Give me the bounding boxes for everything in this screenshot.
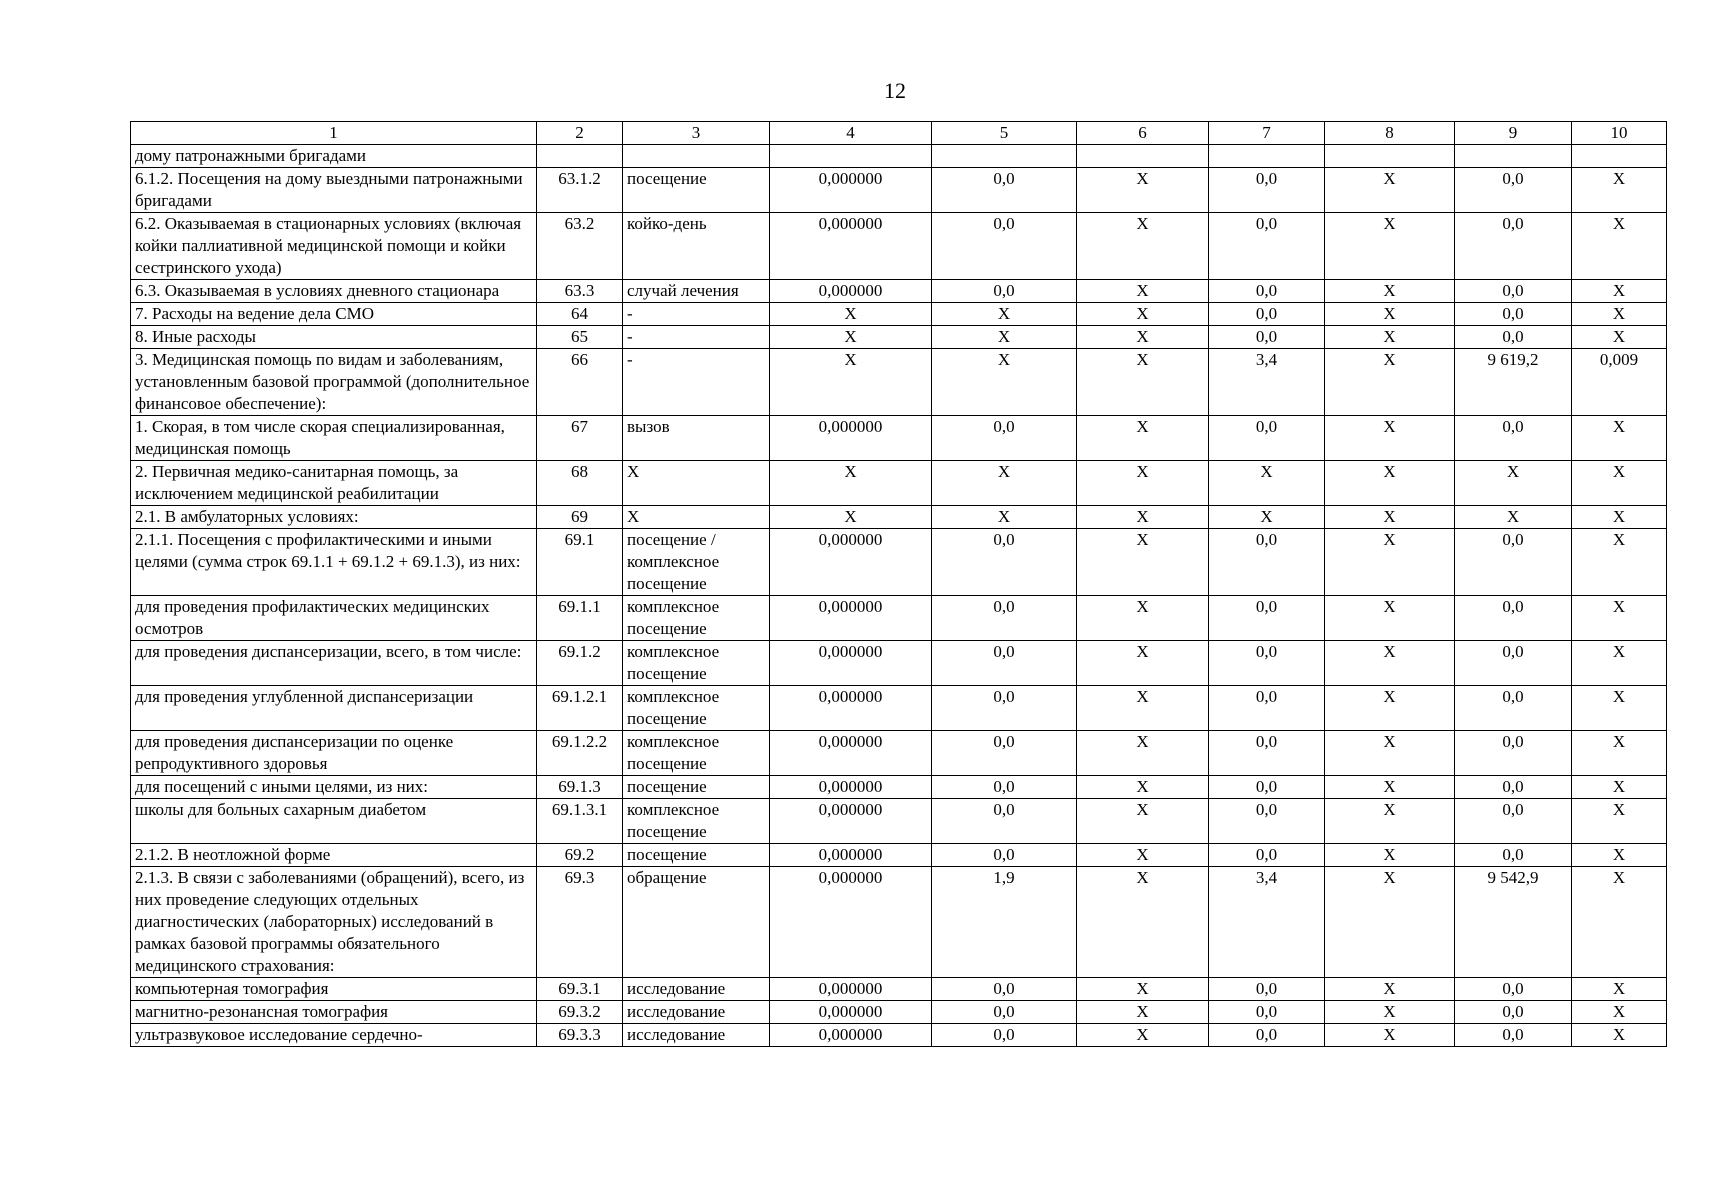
table-row — [131, 799, 1667, 844]
table-cell: X — [770, 506, 932, 529]
table-cell: 6.3. Оказываемая в условиях дневного стационара — [131, 280, 537, 303]
table-cell: случай лечения — [623, 280, 770, 303]
table-cell: X — [1077, 844, 1209, 867]
table-row — [131, 326, 1667, 349]
table-cell: 0,0 — [1455, 529, 1572, 596]
table-cell: 69 — [537, 506, 623, 529]
table-cell: X — [1572, 776, 1667, 799]
table-row — [131, 641, 1667, 686]
table-cell: X — [1077, 596, 1209, 641]
table-cell: 0,0 — [1455, 280, 1572, 303]
table-cell: 0,0 — [1209, 978, 1325, 1001]
table-cell: 0,0 — [1209, 844, 1325, 867]
table-cell: 0,0 — [1209, 213, 1325, 280]
table-cell: X — [1325, 686, 1455, 731]
table-cell: X — [1572, 799, 1667, 844]
table-cell: 9 542,9 — [1455, 867, 1572, 978]
table-cell: 3,4 — [1209, 867, 1325, 978]
table-cell: 0,000000 — [770, 596, 932, 641]
table-cell: 1. Скорая, в том числе скорая специализированная, медицинская помощь — [131, 416, 537, 461]
table-cell: X — [1077, 280, 1209, 303]
table-cell: 0,000000 — [770, 867, 932, 978]
table-row — [131, 416, 1667, 461]
table-cell: X — [1572, 326, 1667, 349]
table-cell: X — [1572, 280, 1667, 303]
table-cell: X — [1572, 213, 1667, 280]
table-cell: X — [1572, 978, 1667, 1001]
table-cell: обращение — [623, 867, 770, 978]
table-cell: 69.1.2 — [537, 641, 623, 686]
column-header: 9 — [1455, 122, 1572, 145]
table-cell: комплексное посещение — [623, 799, 770, 844]
table-cell: X — [1077, 303, 1209, 326]
table-cell: X — [1325, 641, 1455, 686]
table-cell: 0,0 — [1209, 1001, 1325, 1024]
table-cell: дому патронажными бригадами — [131, 145, 537, 168]
table-cell: 0,0 — [932, 596, 1077, 641]
table-cell: 3. Медицинская помощь по видам и заболеваниям, установленным базовой программой (дополнительное финансовое обеспечение): — [131, 349, 537, 416]
table-cell: 0,0 — [932, 978, 1077, 1001]
table-cell: 65 — [537, 326, 623, 349]
table-cell: 64 — [537, 303, 623, 326]
table-cell: 0,0 — [1455, 1024, 1572, 1047]
table-row — [131, 596, 1667, 641]
table-cell: компьютерная томография — [131, 978, 537, 1001]
table-cell: - — [623, 326, 770, 349]
table-cell: 69.3 — [537, 867, 623, 978]
table-cell: 6.2. Оказываемая в стационарных условиях (включая койки паллиативной медицинской помощи и койки сестринского ухода) — [131, 213, 537, 280]
table-cell: 0,0 — [1209, 326, 1325, 349]
table-cell: 0,000000 — [770, 978, 932, 1001]
table-row — [131, 978, 1667, 1001]
table-row — [131, 168, 1667, 213]
table-cell: 69.3.2 — [537, 1001, 623, 1024]
table-cell: 0,0 — [1455, 326, 1572, 349]
table-cell: X — [1325, 461, 1455, 506]
table-cell: X — [1077, 349, 1209, 416]
table-cell: 0,0 — [932, 280, 1077, 303]
table-cell: 8. Иные расходы — [131, 326, 537, 349]
table-cell: X — [1325, 776, 1455, 799]
table-cell: X — [932, 461, 1077, 506]
table-cell: 0,0 — [932, 799, 1077, 844]
table-row — [131, 867, 1667, 978]
table-cell: X — [1325, 799, 1455, 844]
table-cell: X — [1572, 1024, 1667, 1047]
page-number: 12 — [884, 78, 906, 103]
table-cell — [537, 145, 623, 168]
table-cell: X — [1325, 731, 1455, 776]
table-cell: 0,000000 — [770, 168, 932, 213]
table-cell: X — [1077, 461, 1209, 506]
table-cell: 0,0 — [1455, 303, 1572, 326]
table-cell: 1,9 — [932, 867, 1077, 978]
table-cell: X — [932, 326, 1077, 349]
table-cell: 0,0 — [932, 416, 1077, 461]
table-row — [131, 349, 1667, 416]
table-cell: X — [1325, 280, 1455, 303]
table-cell: 0,000000 — [770, 280, 932, 303]
column-header: 5 — [932, 122, 1077, 145]
table-cell: X — [1325, 303, 1455, 326]
table-cell: 0,0 — [1455, 686, 1572, 731]
table-cell: 0,0 — [932, 731, 1077, 776]
table-cell: посещение — [623, 776, 770, 799]
table-cell: X — [1325, 213, 1455, 280]
column-header: 6 — [1077, 122, 1209, 145]
table-cell: X — [1572, 1001, 1667, 1024]
table-cell: 9 619,2 — [1455, 349, 1572, 416]
table-cell: X — [1572, 529, 1667, 596]
table-cell: 0,000000 — [770, 213, 932, 280]
column-header: 3 — [623, 122, 770, 145]
table-cell: X — [1077, 867, 1209, 978]
table-cell: 0,0 — [1455, 416, 1572, 461]
table-cell: X — [1572, 641, 1667, 686]
column-header: 8 — [1325, 122, 1455, 145]
column-header: 4 — [770, 122, 932, 145]
table-cell: 67 — [537, 416, 623, 461]
table-cell: X — [1077, 641, 1209, 686]
table-cell: посещение — [623, 844, 770, 867]
table-cell: 7. Расходы на ведение дела СМО — [131, 303, 537, 326]
table-cell: 2.1.3. В связи с заболеваниями (обращений), всего, из них проведение следующих отдельных диагностических (лабораторных) исследований в рамках базовой программы обязательного медицинского страхования: — [131, 867, 537, 978]
table-cell: 0,0 — [932, 641, 1077, 686]
table-cell: 0,000000 — [770, 641, 932, 686]
table-cell: X — [1077, 731, 1209, 776]
table-cell: 0,0 — [1209, 416, 1325, 461]
table-cell: 0,0 — [1209, 731, 1325, 776]
table-cell: X — [1572, 303, 1667, 326]
table-cell: X — [1325, 416, 1455, 461]
table-cell: X — [1077, 978, 1209, 1001]
table-cell: 0,0 — [1209, 168, 1325, 213]
table-cell: X — [770, 303, 932, 326]
table-row — [131, 506, 1667, 529]
table-cell: X — [1572, 596, 1667, 641]
table-cell: X — [1325, 596, 1455, 641]
table-cell: 0,0 — [932, 168, 1077, 213]
table-cell: 0,000000 — [770, 529, 932, 596]
table-cell: X — [1572, 844, 1667, 867]
table-cell: 0,0 — [1455, 731, 1572, 776]
table-cell: X — [770, 349, 932, 416]
table-cell: 66 — [537, 349, 623, 416]
table-cell: 0,0 — [1455, 776, 1572, 799]
table-cell: X — [623, 506, 770, 529]
table-row — [131, 776, 1667, 799]
table-cell: исследование — [623, 978, 770, 1001]
table-cell: X — [1325, 506, 1455, 529]
table-cell — [1325, 145, 1455, 168]
table-cell: X — [1455, 506, 1572, 529]
table-cell: 0,0 — [1209, 1024, 1325, 1047]
table-cell: 0,0 — [1209, 776, 1325, 799]
table-row — [131, 280, 1667, 303]
table-cell: 0,0 — [1209, 280, 1325, 303]
table-cell: 0,009 — [1572, 349, 1667, 416]
table-cell: для посещений с иными целями, из них: — [131, 776, 537, 799]
table-cell: X — [1572, 168, 1667, 213]
table-cell: 0,0 — [1209, 596, 1325, 641]
table-cell: X — [623, 461, 770, 506]
table-cell: 0,0 — [1455, 799, 1572, 844]
table-cell — [1077, 145, 1209, 168]
table-cell: 2.1.2. В неотложной форме — [131, 844, 537, 867]
table-row — [131, 145, 1667, 168]
table-cell: для проведения углубленной диспансеризации — [131, 686, 537, 731]
table-cell: X — [770, 461, 932, 506]
table-cell: X — [1325, 844, 1455, 867]
table-cell: 69.3.1 — [537, 978, 623, 1001]
table-cell: 0,0 — [932, 1024, 1077, 1047]
table-cell: 69.1.3.1 — [537, 799, 623, 844]
table-cell: X — [1077, 326, 1209, 349]
table-row — [131, 213, 1667, 280]
table-cell: X — [1325, 529, 1455, 596]
table-cell: 63.1.2 — [537, 168, 623, 213]
table-row — [131, 303, 1667, 326]
table-cell: ультразвуковое исследование сердечно- — [131, 1024, 537, 1047]
table-cell: 0,000000 — [770, 731, 932, 776]
table-cell: X — [1572, 416, 1667, 461]
table-cell: посещение — [623, 168, 770, 213]
table-cell: комплексное посещение — [623, 686, 770, 731]
column-header: 7 — [1209, 122, 1325, 145]
table-cell: 0,0 — [1209, 303, 1325, 326]
table-cell: для проведения профилактических медицинских осмотров — [131, 596, 537, 641]
table-cell: 0,0 — [1455, 641, 1572, 686]
table-row — [131, 731, 1667, 776]
table-cell: 2.1.1. Посещения с профилактическими и иными целями (сумма строк 69.1.1 + 69.1.2 + 69.1.3), из них: — [131, 529, 537, 596]
table-cell: 2.1. В амбулаторных условиях: — [131, 506, 537, 529]
table-cell: койко-день — [623, 213, 770, 280]
table-cell: 69.1.2.2 — [537, 731, 623, 776]
table-cell: X — [1572, 731, 1667, 776]
table-cell: 0,0 — [1209, 529, 1325, 596]
table-cell — [932, 145, 1077, 168]
table-cell: комплексное посещение — [623, 596, 770, 641]
table-cell: 0,000000 — [770, 1001, 932, 1024]
table-row — [131, 686, 1667, 731]
table-cell: 69.1.1 — [537, 596, 623, 641]
table-cell: - — [623, 303, 770, 326]
table-cell: 0,000000 — [770, 799, 932, 844]
table-cell — [1209, 145, 1325, 168]
table-cell: 6.1.2. Посещения на дому выездными патронажными бригадами — [131, 168, 537, 213]
table-cell: X — [1572, 506, 1667, 529]
column-header: 2 — [537, 122, 623, 145]
table-cell: X — [770, 326, 932, 349]
table-cell: 0,0 — [1455, 168, 1572, 213]
table-cell: X — [932, 506, 1077, 529]
table-row — [131, 844, 1667, 867]
table-cell: 69.2 — [537, 844, 623, 867]
table-cell: X — [1077, 686, 1209, 731]
table-row — [131, 461, 1667, 506]
table-cell: 2. Первичная медико-санитарная помощь, за исключением медицинской реабилитации — [131, 461, 537, 506]
table-cell: X — [932, 349, 1077, 416]
table-cell: 0,000000 — [770, 686, 932, 731]
table-cell: X — [1077, 416, 1209, 461]
table-cell: 69.1.2.1 — [537, 686, 623, 731]
table-cell: 0,0 — [1209, 799, 1325, 844]
table-cell: комплексное посещение — [623, 731, 770, 776]
table-cell: X — [1325, 1001, 1455, 1024]
table-cell: 0,0 — [932, 1001, 1077, 1024]
table-cell: комплексное посещение — [623, 641, 770, 686]
table-cell: X — [1209, 461, 1325, 506]
table-cell: 68 — [537, 461, 623, 506]
table-cell: X — [932, 303, 1077, 326]
table-header-row — [131, 122, 1667, 145]
table-cell — [1455, 145, 1572, 168]
table-cell: 0,0 — [932, 529, 1077, 596]
table-cell: 0,0 — [1455, 978, 1572, 1001]
table-cell: 0,000000 — [770, 844, 932, 867]
table-cell: X — [1077, 529, 1209, 596]
table-cell: X — [1077, 168, 1209, 213]
table-cell: 0,0 — [1455, 596, 1572, 641]
table-cell: 0,0 — [932, 213, 1077, 280]
table-cell: 3,4 — [1209, 349, 1325, 416]
table-cell: школы для больных сахарным диабетом — [131, 799, 537, 844]
table-cell: 0,0 — [1209, 686, 1325, 731]
table-cell: для проведения диспансеризации, всего, в том числе: — [131, 641, 537, 686]
table-cell: X — [1325, 168, 1455, 213]
table-cell: X — [1077, 1001, 1209, 1024]
table-cell: 0,0 — [932, 686, 1077, 731]
table-cell — [623, 145, 770, 168]
table-cell: X — [1325, 978, 1455, 1001]
table-cell: 69.1.3 — [537, 776, 623, 799]
table-cell: для проведения диспансеризации по оценке репродуктивного здоровья — [131, 731, 537, 776]
table-cell: 0,0 — [1209, 641, 1325, 686]
column-header: 1 — [131, 122, 537, 145]
table-cell: 0,0 — [1455, 1001, 1572, 1024]
table-cell: 0,000000 — [770, 776, 932, 799]
table-cell: X — [1572, 686, 1667, 731]
table-cell: X — [1077, 776, 1209, 799]
table-cell: X — [1455, 461, 1572, 506]
table-cell: X — [1325, 349, 1455, 416]
table-cell: X — [1077, 506, 1209, 529]
column-header: 10 — [1572, 122, 1667, 145]
table-cell: 0,0 — [932, 776, 1077, 799]
table-cell: X — [1077, 799, 1209, 844]
table-row — [131, 1024, 1667, 1047]
table-cell: 0,0 — [932, 844, 1077, 867]
table-cell: X — [1572, 461, 1667, 506]
table-cell: X — [1077, 213, 1209, 280]
table-cell: 0,0 — [1455, 213, 1572, 280]
table-cell: 63.2 — [537, 213, 623, 280]
table-cell: X — [1325, 867, 1455, 978]
table-cell: X — [1572, 867, 1667, 978]
table-cell: исследование — [623, 1001, 770, 1024]
table-cell: 63.3 — [537, 280, 623, 303]
table-row — [131, 529, 1667, 596]
table-cell: X — [1077, 1024, 1209, 1047]
table-cell: вызов — [623, 416, 770, 461]
data-table — [130, 121, 1667, 1047]
table-cell: 69.1 — [537, 529, 623, 596]
table-cell — [770, 145, 932, 168]
table-row — [131, 1001, 1667, 1024]
table-cell — [1572, 145, 1667, 168]
table-cell: X — [1325, 326, 1455, 349]
table-cell: магнитно-резонансная томография — [131, 1001, 537, 1024]
table-cell: 0,000000 — [770, 1024, 932, 1047]
table-cell: 0,000000 — [770, 416, 932, 461]
table-cell: - — [623, 349, 770, 416]
table-cell: посещение / комплексное посещение — [623, 529, 770, 596]
table-cell: 0,0 — [1455, 844, 1572, 867]
table-cell: X — [1325, 1024, 1455, 1047]
table-cell: X — [1209, 506, 1325, 529]
table-cell: исследование — [623, 1024, 770, 1047]
table-cell: 69.3.3 — [537, 1024, 623, 1047]
